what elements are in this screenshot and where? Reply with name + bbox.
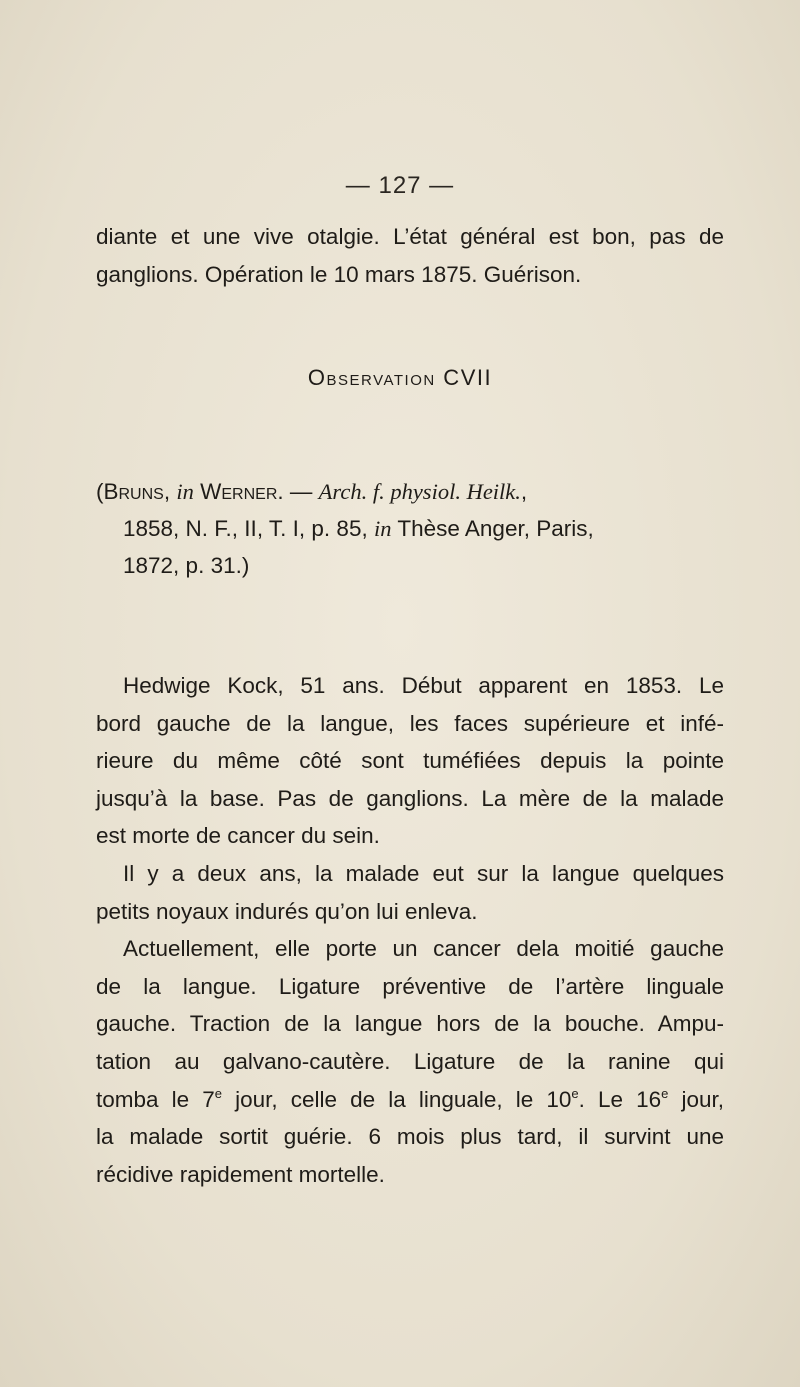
citation-dash: — bbox=[283, 479, 319, 504]
body-line: récidive rapidement mortelle. bbox=[96, 1161, 385, 1187]
intro-line: diante et une vive otalgie. L’état général est bon, pas de bbox=[96, 224, 724, 249]
page-number: — 127 — bbox=[345, 172, 455, 199]
citation-detail: 1872, p. 31.) bbox=[123, 553, 250, 578]
observation-heading: Observation CVII bbox=[307, 365, 493, 390]
citation-detail: 1858, N. F., II, T. I, p. 85, bbox=[123, 516, 368, 541]
intro-line: ganglions. Opération le 10 mars 1875. Guérison. bbox=[96, 261, 582, 287]
body-line: jusqu’à la base. Pas de ganglions. La mère de la malade bbox=[96, 785, 724, 811]
citation-in: in bbox=[373, 516, 392, 541]
body-text bbox=[96, 667, 724, 1193]
citation-open: ( bbox=[96, 479, 104, 504]
citation-author: Werner bbox=[200, 479, 278, 504]
body-line: Il y a deux ans, la malade eut sur la langue quelques bbox=[123, 860, 724, 886]
body-line: de la langue. Ligature préventive de l’artère linguale bbox=[96, 973, 724, 999]
citation-in: in bbox=[176, 479, 194, 504]
citation: (Bruns, in Werner. — Arch. f. physiol. Heilk., 1858, N. F., II, T. I, p. 85, in Thèse Anger, Paris, 1872, p. 31.) bbox=[96, 473, 716, 584]
body-line: Hedwige Kock, 51 ans. Début apparent en 1853. Le bbox=[123, 673, 724, 698]
body-line: est morte de cancer du sein. bbox=[96, 823, 380, 849]
citation-journal: Arch. f. physiol. Heilk. bbox=[318, 479, 521, 504]
citation-author: Bruns bbox=[103, 479, 164, 504]
body-line: la malade sortit guérie. 6 mois plus tard, il survint une bbox=[96, 1124, 724, 1150]
body-line: tation au galvano-cautère. Ligature de la ranine qui bbox=[96, 1048, 724, 1074]
body-line-with-superscripts: tomba le 7e jour, celle de la linguale, le 10e. Le 16e jour, bbox=[96, 1085, 725, 1112]
body-line: Actuellement, elle porte un cancer dela moitié gauche bbox=[123, 936, 724, 962]
body-line: gauche. Traction de la langue hors de la bouche. Ampu- bbox=[96, 1011, 724, 1037]
body-line: bord gauche de la langue, les faces supérieure et infé- bbox=[96, 710, 724, 736]
citation-detail: Thèse Anger, Paris, bbox=[397, 516, 594, 541]
intro-paragraph bbox=[96, 218, 724, 293]
body-line: petits noyaux indurés qu’on lui enleva. bbox=[96, 898, 478, 924]
body-line: rieure du même côté sont tuméfiées depuis la pointe bbox=[96, 748, 724, 774]
